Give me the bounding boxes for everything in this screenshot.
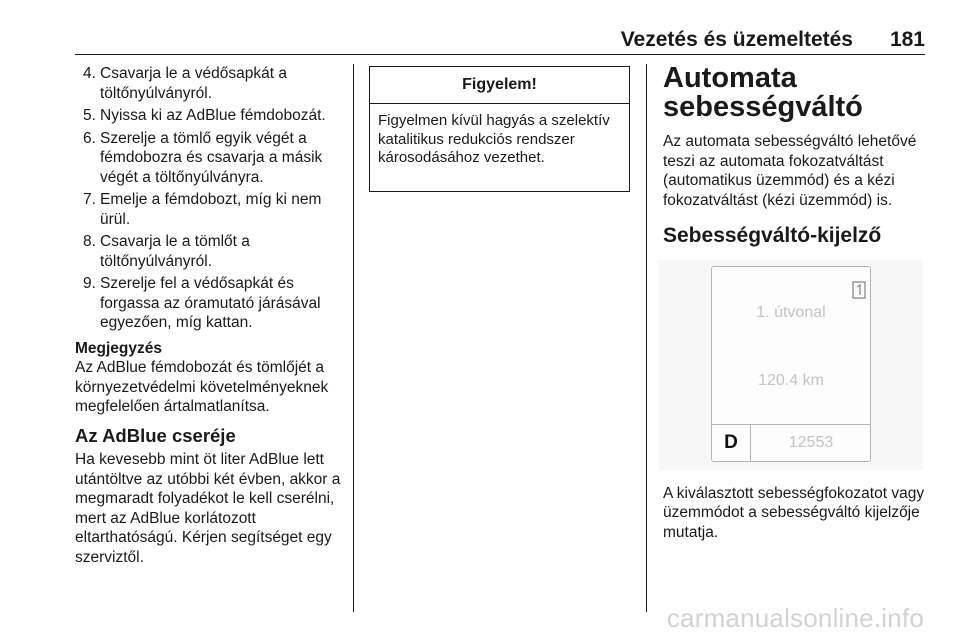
driver-info-screen [711,266,871,462]
list-item [75,232,343,271]
warning-title: Figyelem! [370,67,629,104]
gear-indicator: D [712,425,751,461]
step-text: Nyissa ki az AdBlue fémdobozát. [100,107,326,124]
note-text: Az AdBlue fémdobozát és tömlőjét a környezetvédelmi követelményeknek megfelelően ártalmatlanítsa. [75,359,329,415]
intro-text: Az automata sebességváltó lehetővé teszi az automata fokozatváltást (automatikus üzemmód) és a kézi fokozatváltást (kézi üzemmód) is. [663,133,917,209]
page-header [75,28,925,52]
warning-box [369,66,630,192]
step-number: 5. [83,107,96,124]
column-left [75,64,343,567]
step-text: Szerelje fel a védősapkát és forgassa az óramutató járásával egyezően, míg kattan. [100,275,321,331]
header-title: Vezetés és üzemeltetés [620,28,853,51]
section-title: Az AdBlue cseréje [75,424,236,446]
steps-list [75,64,343,333]
odometer: 12553 [788,433,834,451]
page-number: 181 [889,28,925,51]
step-number: 6. [83,129,96,147]
list-item [75,190,343,229]
figure-caption: A kiválasztott sebességfokozatot vagy üzemmódot a sebességváltó kijelzője mutatja. [663,484,925,541]
note-title: Megjegyzés [75,339,163,357]
column-divider-2 [646,64,647,612]
step-number: 9. [83,275,96,292]
trip-route-label: 1. útvonal [756,303,826,321]
gear-display-illustration [659,260,923,470]
watermark: carmanualsonline.info [666,603,924,633]
step-text: Szerelje a tömlő egyik végét a fémdobozra és csavarja a másik végét a töltőnyúlványra. [100,129,323,186]
list-item [75,64,343,103]
header-rule [75,54,925,55]
step-text: Csavarja le a tömlőt a töltőnyúlványról. [100,233,250,270]
step-text: Emelje a fémdobozt, míg ki nem ürül. [100,191,322,228]
step-number: 4. [83,65,96,82]
list-item [75,274,343,333]
column-right [663,64,927,542]
column-divider-1 [353,64,354,612]
subsection-title: Sebességváltó-kijelző [663,224,882,247]
list-item [75,129,343,188]
trip-distance: 120.4 km [758,371,824,389]
trip-gauge-icon [852,281,866,299]
step-number: 7. [83,191,96,208]
step-text: Csavarja le a védősapkát a töltőnyúlványról. [100,65,287,102]
chapter-title: Automata sebességváltó [663,62,863,123]
section-text: Ha kevesebb mint öt liter AdBlue lett utántöltve az utóbbi két évben, akkor a megmaradt folyadékot le kell cserélni, mert az AdBlue korlátozott eltarthatóságú. Kérjen segítséget egy szerviztől. [75,451,341,566]
gear-row [712,424,870,461]
warning-text: Figyelmen kívül hagyás a szelektív katalitikus redukciós rendszer károsodásához vezethet. [378,112,610,166]
step-number: 8. [83,233,96,250]
list-item [75,106,343,126]
